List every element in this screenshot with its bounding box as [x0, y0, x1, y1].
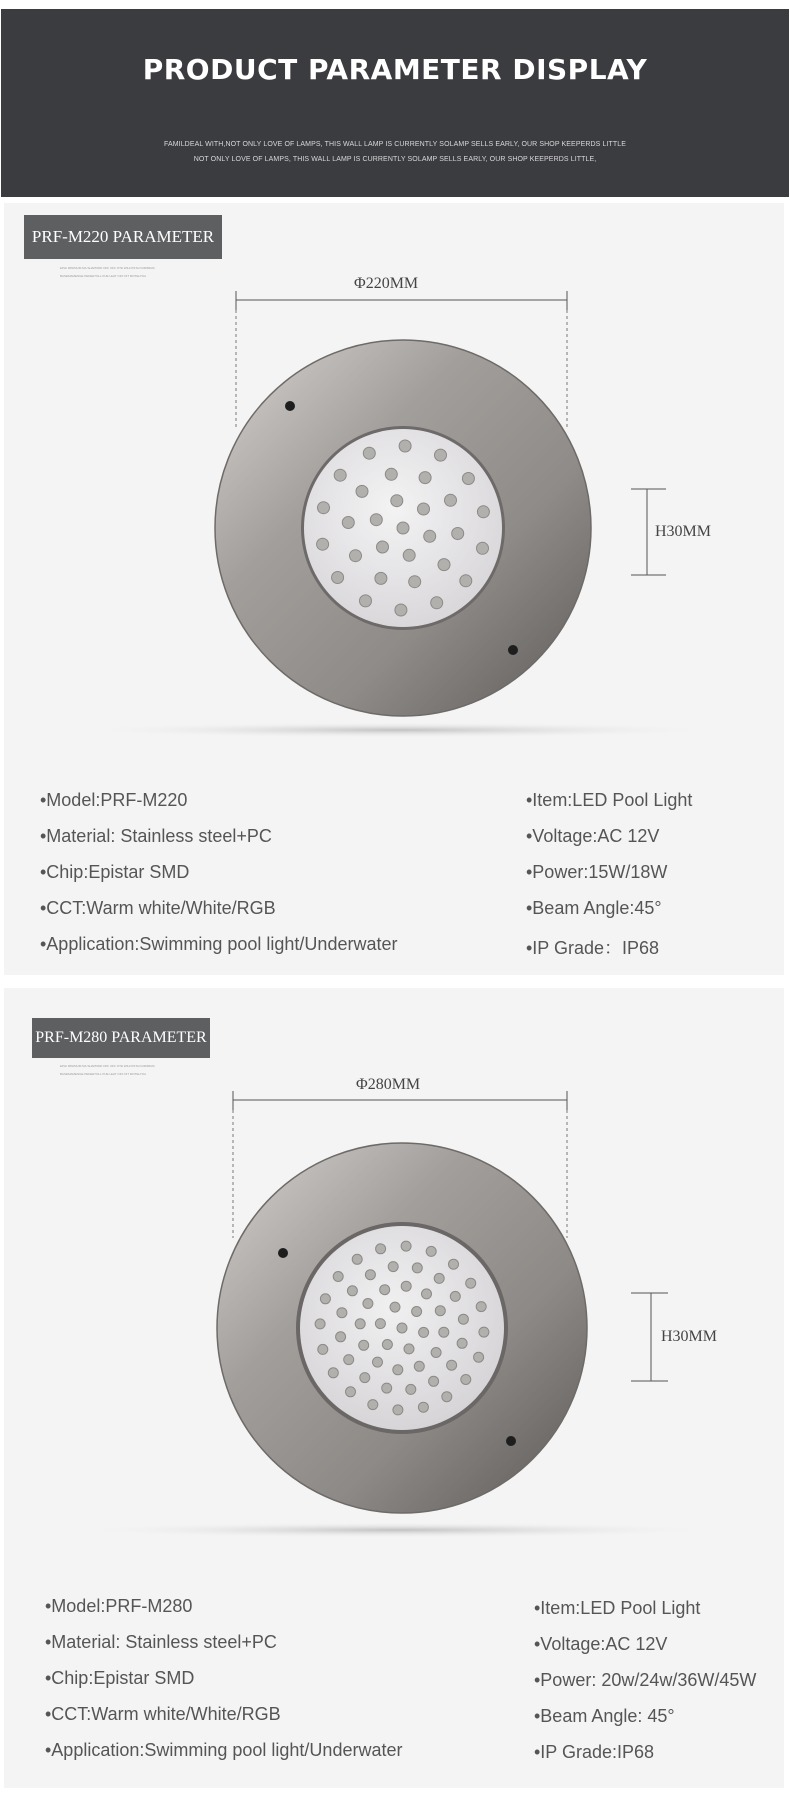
led-bead	[332, 572, 344, 584]
led-bead	[434, 1273, 444, 1283]
led-bead	[460, 575, 472, 587]
led-bead	[318, 502, 330, 514]
spec-power: •Power:15W/18W	[526, 862, 668, 882]
led-bead	[409, 576, 421, 588]
page-title: PRODUCT PARAMETER DISPLAY	[142, 53, 648, 86]
spec-voltage: •Voltage:AC 12V	[526, 826, 660, 846]
led-bead	[418, 1402, 428, 1412]
tag-fine-print-2: BASEMAMENGE PEFEETOLL PUE LEAT OFF NIT MOTELTOA	[60, 1072, 147, 1076]
led-bead	[375, 572, 387, 584]
height-label: H30MM	[661, 1328, 718, 1345]
height-label: H30MM	[655, 523, 712, 540]
led-bead	[328, 1368, 338, 1378]
led-bead	[395, 604, 407, 616]
led-bead	[477, 506, 489, 518]
led-bead	[406, 1384, 416, 1394]
led-bead	[344, 1355, 354, 1365]
led-bead	[334, 469, 346, 481]
spec-application: •Application:Swimming pool light/Underwater	[40, 934, 398, 954]
led-bead	[397, 522, 409, 534]
led-bead	[363, 447, 375, 459]
header-subtitle-line-1: FAMILDEAL WITH,NOT ONLY LOVE OF LAMPS, THIS WALL LAMP IS CURRENTLY SOLAMP SELLS EARLY, OUR SHOP KEEPERDS LITTLE	[163, 141, 627, 148]
led-bead	[355, 1319, 365, 1329]
led-bead	[347, 1286, 357, 1296]
spec-material: •Material: Stainless steel+PC	[40, 826, 272, 846]
spec-ip-grade: •IP Grade：IP68	[526, 938, 660, 958]
led-bead	[412, 1263, 422, 1273]
led-bead	[359, 1340, 369, 1350]
spec-item: •Item:LED Pool Light	[534, 1598, 701, 1618]
led-bead	[337, 1308, 347, 1318]
led-bead	[382, 1340, 392, 1350]
led-bead	[435, 1306, 445, 1316]
spec-model: •Model:PRF-M280	[45, 1596, 193, 1616]
led-bead	[412, 1307, 422, 1317]
spec-cct: •CCT:Warm white/White/RGB	[40, 898, 276, 918]
led-bead	[466, 1278, 476, 1288]
led-bead	[445, 494, 457, 506]
led-bead	[393, 1365, 403, 1375]
led-bead	[401, 1241, 411, 1251]
led-bead	[404, 1344, 414, 1354]
led-bead	[391, 495, 403, 507]
led-bead	[365, 1270, 375, 1280]
parameter-tag: PRF-M280 PARAMETER	[32, 1018, 210, 1058]
led-bead	[368, 1400, 378, 1410]
led-bead	[370, 514, 382, 526]
led-bead	[424, 530, 436, 542]
led-bead	[388, 1262, 398, 1272]
led-bead	[385, 468, 397, 480]
led-bead	[363, 1299, 373, 1309]
spec-item: •Item:LED Pool Light	[526, 790, 693, 810]
spec-power: •Power: 20w/24w/36W/45W	[534, 1670, 757, 1690]
led-bead	[380, 1285, 390, 1295]
led-bead	[458, 1314, 468, 1324]
tag-fine-print-2: BASEMAMENGE PEFEETOLL PUE LEAT OFF NIT MOTELTOA	[60, 274, 147, 278]
led-bead	[397, 1323, 407, 1333]
product-panel-m280	[4, 988, 784, 1788]
spec-beam-angle: •Beam Angle: 45°	[534, 1706, 675, 1726]
led-bead	[403, 549, 415, 561]
spec-application: •Application:Swimming pool light/Underwater	[45, 1740, 403, 1760]
led-bead	[426, 1246, 436, 1256]
led-bead	[333, 1272, 343, 1282]
spec-voltage: •Voltage:AC 12V	[534, 1634, 668, 1654]
led-bead	[449, 1259, 459, 1269]
led-bead	[360, 595, 372, 607]
led-bead	[419, 1327, 429, 1337]
led-bead	[375, 1319, 385, 1329]
led-bead	[438, 559, 450, 571]
led-bead	[356, 485, 368, 497]
led-bead	[360, 1373, 370, 1383]
led-bead	[418, 503, 430, 515]
led-bead	[419, 472, 431, 484]
spec-beam-angle: •Beam Angle:45°	[526, 898, 662, 918]
led-bead	[401, 1281, 411, 1291]
led-bead	[315, 1319, 325, 1329]
spec-chip: •Chip:Epistar SMD	[40, 862, 190, 882]
led-bead	[476, 1302, 486, 1312]
lamp-illustration	[4, 988, 784, 1548]
led-bead	[376, 1244, 386, 1254]
spec-material: •Material: Stainless steel+PC	[45, 1632, 277, 1652]
led-bead	[320, 1294, 330, 1304]
led-bead	[393, 1405, 403, 1415]
product-panel-m220	[4, 203, 784, 975]
led-bead	[373, 1357, 383, 1367]
diameter-label: Φ280MM	[356, 1076, 421, 1093]
led-bead	[474, 1352, 484, 1362]
led-bead	[439, 1327, 449, 1337]
led-bead	[382, 1383, 392, 1393]
spec-ip-grade: •IP Grade:IP68	[534, 1742, 655, 1762]
led-bead	[317, 538, 329, 550]
led-bead	[477, 542, 489, 554]
led-bead	[352, 1254, 362, 1264]
led-bead	[431, 1348, 441, 1358]
led-bead	[479, 1327, 489, 1337]
led-bead	[452, 528, 464, 540]
diameter-label: Φ220MM	[354, 275, 419, 292]
spec-chip: •Chip:Epistar SMD	[45, 1668, 195, 1688]
led-bead	[377, 541, 389, 553]
tag-fine-print-1: EPHI MINIMUM MA SHAPPARI OFF OFF OTE WILFOSTA DURIMIMA	[60, 266, 155, 270]
led-bead	[350, 550, 362, 562]
header-banner	[1, 9, 789, 197]
led-bead	[431, 597, 443, 609]
led-bead	[462, 473, 474, 485]
parameter-tag: PRF-M220 PARAMETER	[24, 215, 222, 259]
led-bead	[399, 440, 411, 452]
led-bead	[429, 1376, 439, 1386]
led-bead	[342, 517, 354, 529]
led-bead	[336, 1332, 346, 1342]
led-bead	[457, 1338, 467, 1348]
led-bead	[414, 1361, 424, 1371]
led-bead	[442, 1392, 452, 1402]
led-bead	[318, 1344, 328, 1354]
led-bead	[346, 1387, 356, 1397]
led-bead	[390, 1302, 400, 1312]
spec-cct: •CCT:Warm white/White/RGB	[45, 1704, 281, 1724]
header-subtitle-line-2: NOT ONLY LOVE OF LAMPS, THIS WALL LAMP IS CURRENTLY SOLAMP SELLS EARLY, OUR SHOP KEEPERDS LITTLE,	[193, 156, 597, 163]
led-bead	[461, 1375, 471, 1385]
led-bead	[435, 449, 447, 461]
spec-model: •Model:PRF-M220	[40, 790, 188, 810]
led-bead	[422, 1289, 432, 1299]
led-bead	[447, 1360, 457, 1370]
led-bead	[450, 1291, 460, 1301]
tag-fine-print-1: EPHI MINIMUM MA SHAPPARI OFF OFF OTE WILFOSTA DURIMIMA	[60, 1064, 155, 1068]
